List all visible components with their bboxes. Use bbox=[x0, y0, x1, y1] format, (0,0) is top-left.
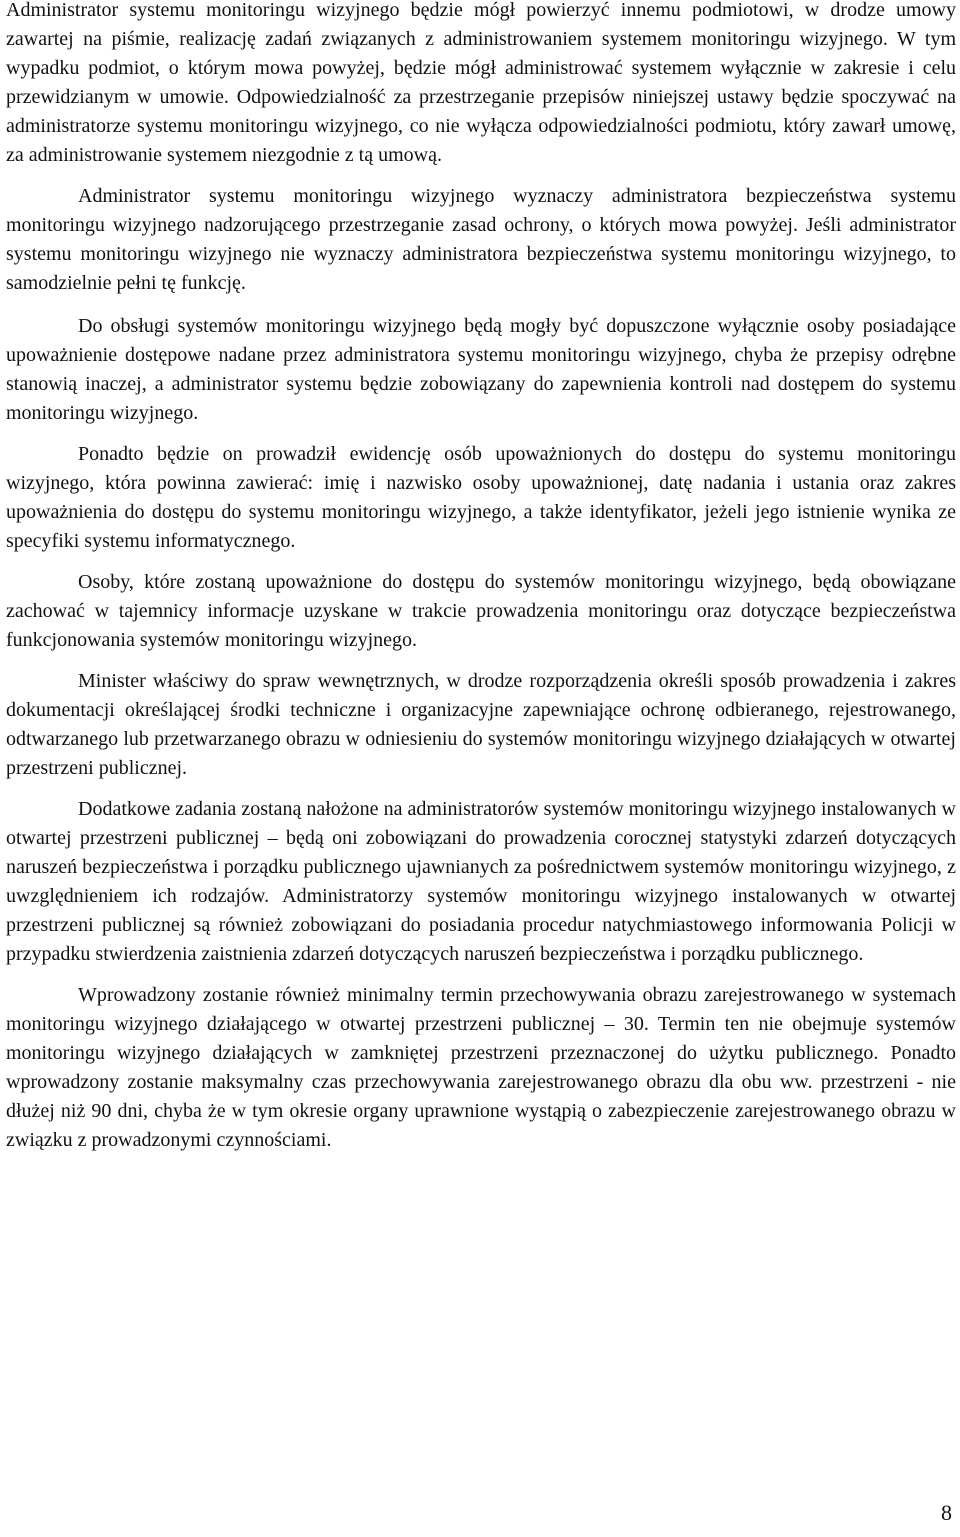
paragraph-5: Osoby, które zostaną upoważnione do dostępu do systemów monitoringu wizyjnego, będą obowiązane zachować w tajemnicy informacje uzyskane w trakcie prowadzenia monitoringu oraz dotyczące bezpieczeństwa funkcjonowania systemów monitoringu wizyjnego. bbox=[6, 571, 956, 651]
paragraph-6: Minister właściwy do spraw wewnętrznych, w drodze rozporządzenia określi sposób prowadzenia i zakres dokumentacji określającej środki techniczne i organizacyjne zapewniające ochronę odbieranego, rejestrowanego, odtwarzanego lub przetwarzanego obrazu w odniesieniu do systemów monitoringu wizyjnego działających w otwartej przestrzeni publicznej. bbox=[6, 670, 956, 779]
paragraph-8: Wprowadzony zostanie również minimalny termin przechowywania obrazu zarejestrowanego w systemach monitoringu wizyjnego działającego w otwartej przestrzeni publicznej – 30. Termin ten nie obejmuje systemów monitoringu wizyjnego działających w zamkniętej przestrzeni przeznaczonej do użytku publicznego. Ponadto wprowadzony zostanie maksymalny czas przechowywania zarejestrowanego obrazu dla obu ww. przestrzeni - nie dłużej niż 90 dni, chyba że w tym okresie organy uprawnione wystąpią o zabezpieczenie zarejestrowanego obrazu w związku z prowadzonymi czynnościami. bbox=[6, 984, 956, 1151]
paragraph-7: Dodatkowe zadania zostaną nałożone na administratorów systemów monitoringu wizyjnego instalowanych w otwartej przestrzeni publicznej – będą oni zobowiązani do prowadzenia corocznej statystyki zdarzeń dotyczących naruszeń bezpieczeństwa i porządku publicznego ujawnianych za pośrednictwem systemów monitoringu wizyjnego, z uwzględnieniem ich rodzajów. Administratorzy systemów monitoringu wizyjnego instalowanych w otwartej przestrzeni publicznej są również zobowiązani do posiadania procedur natychmiastowego informowania Policji w przypadku stwierdzenia zaistnienia zdarzeń dotyczących naruszeń bezpieczeństwa i porządku publicznego. bbox=[6, 798, 956, 965]
paragraph-4: Ponadto będzie on prowadził ewidencję osób upoważnionych do dostępu do systemu monitoringu wizyjnego, która powinna zawierać: imię i nazwisko osoby upoważnionej, datę nadania i ustania oraz zakres upoważnienia do dostępu do systemu monitoringu wizyjnego, a także identyfikator, jeżeli jego istnienie wynika ze specyfiki systemu informatycznego. bbox=[6, 443, 956, 552]
document-page bbox=[6, 0, 956, 1167]
paragraph-3: Do obsługi systemów monitoringu wizyjnego będą mogły być dopuszczone wyłącznie osoby posiadające upoważnienie dostępowe nadane przez administratora systemu monitoringu wizyjnego, chyba że przepisy odrębne stanowią inaczej, a administrator systemu będzie zobowiązany do zapewnienia kontroli nad dostępem do systemu monitoringu wizyjnego. bbox=[6, 315, 956, 424]
page-number: 8 bbox=[941, 1500, 952, 1525]
paragraph-1: Administrator systemu monitoringu wizyjnego będzie mógł powierzyć innemu podmiotowi, w drodze umowy zawartej na piśmie, realizację zadań związanych z administrowaniem systemem monitoringu wizyjnego. W tym wypadku podmiot, o którym mowa powyżej, będzie mógł administrować systemem wyłącznie w zakresie i celu przewidzianym w umowie. Odpowiedzialność za przestrzeganie przepisów niniejszej ustawy będzie spoczywać na administratorze systemu monitoringu wizyjnego, co nie wyłącza odpowiedzialności podmiotu, który zawarł umowę, za administrowanie systemem niezgodnie z tą umową. bbox=[6, 0, 956, 166]
paragraph-2: Administrator systemu monitoringu wizyjnego wyznaczy administratora bezpieczeństwa systemu monitoringu wizyjnego nadzorującego przestrzeganie zasad ochrony, o których mowa powyżej. Jeśli administrator systemu monitoringu wizyjnego nie wyznaczy administratora bezpieczeństwa systemu monitoringu wizyjnego, to samodzielnie pełni tę funkcję. bbox=[6, 185, 956, 294]
